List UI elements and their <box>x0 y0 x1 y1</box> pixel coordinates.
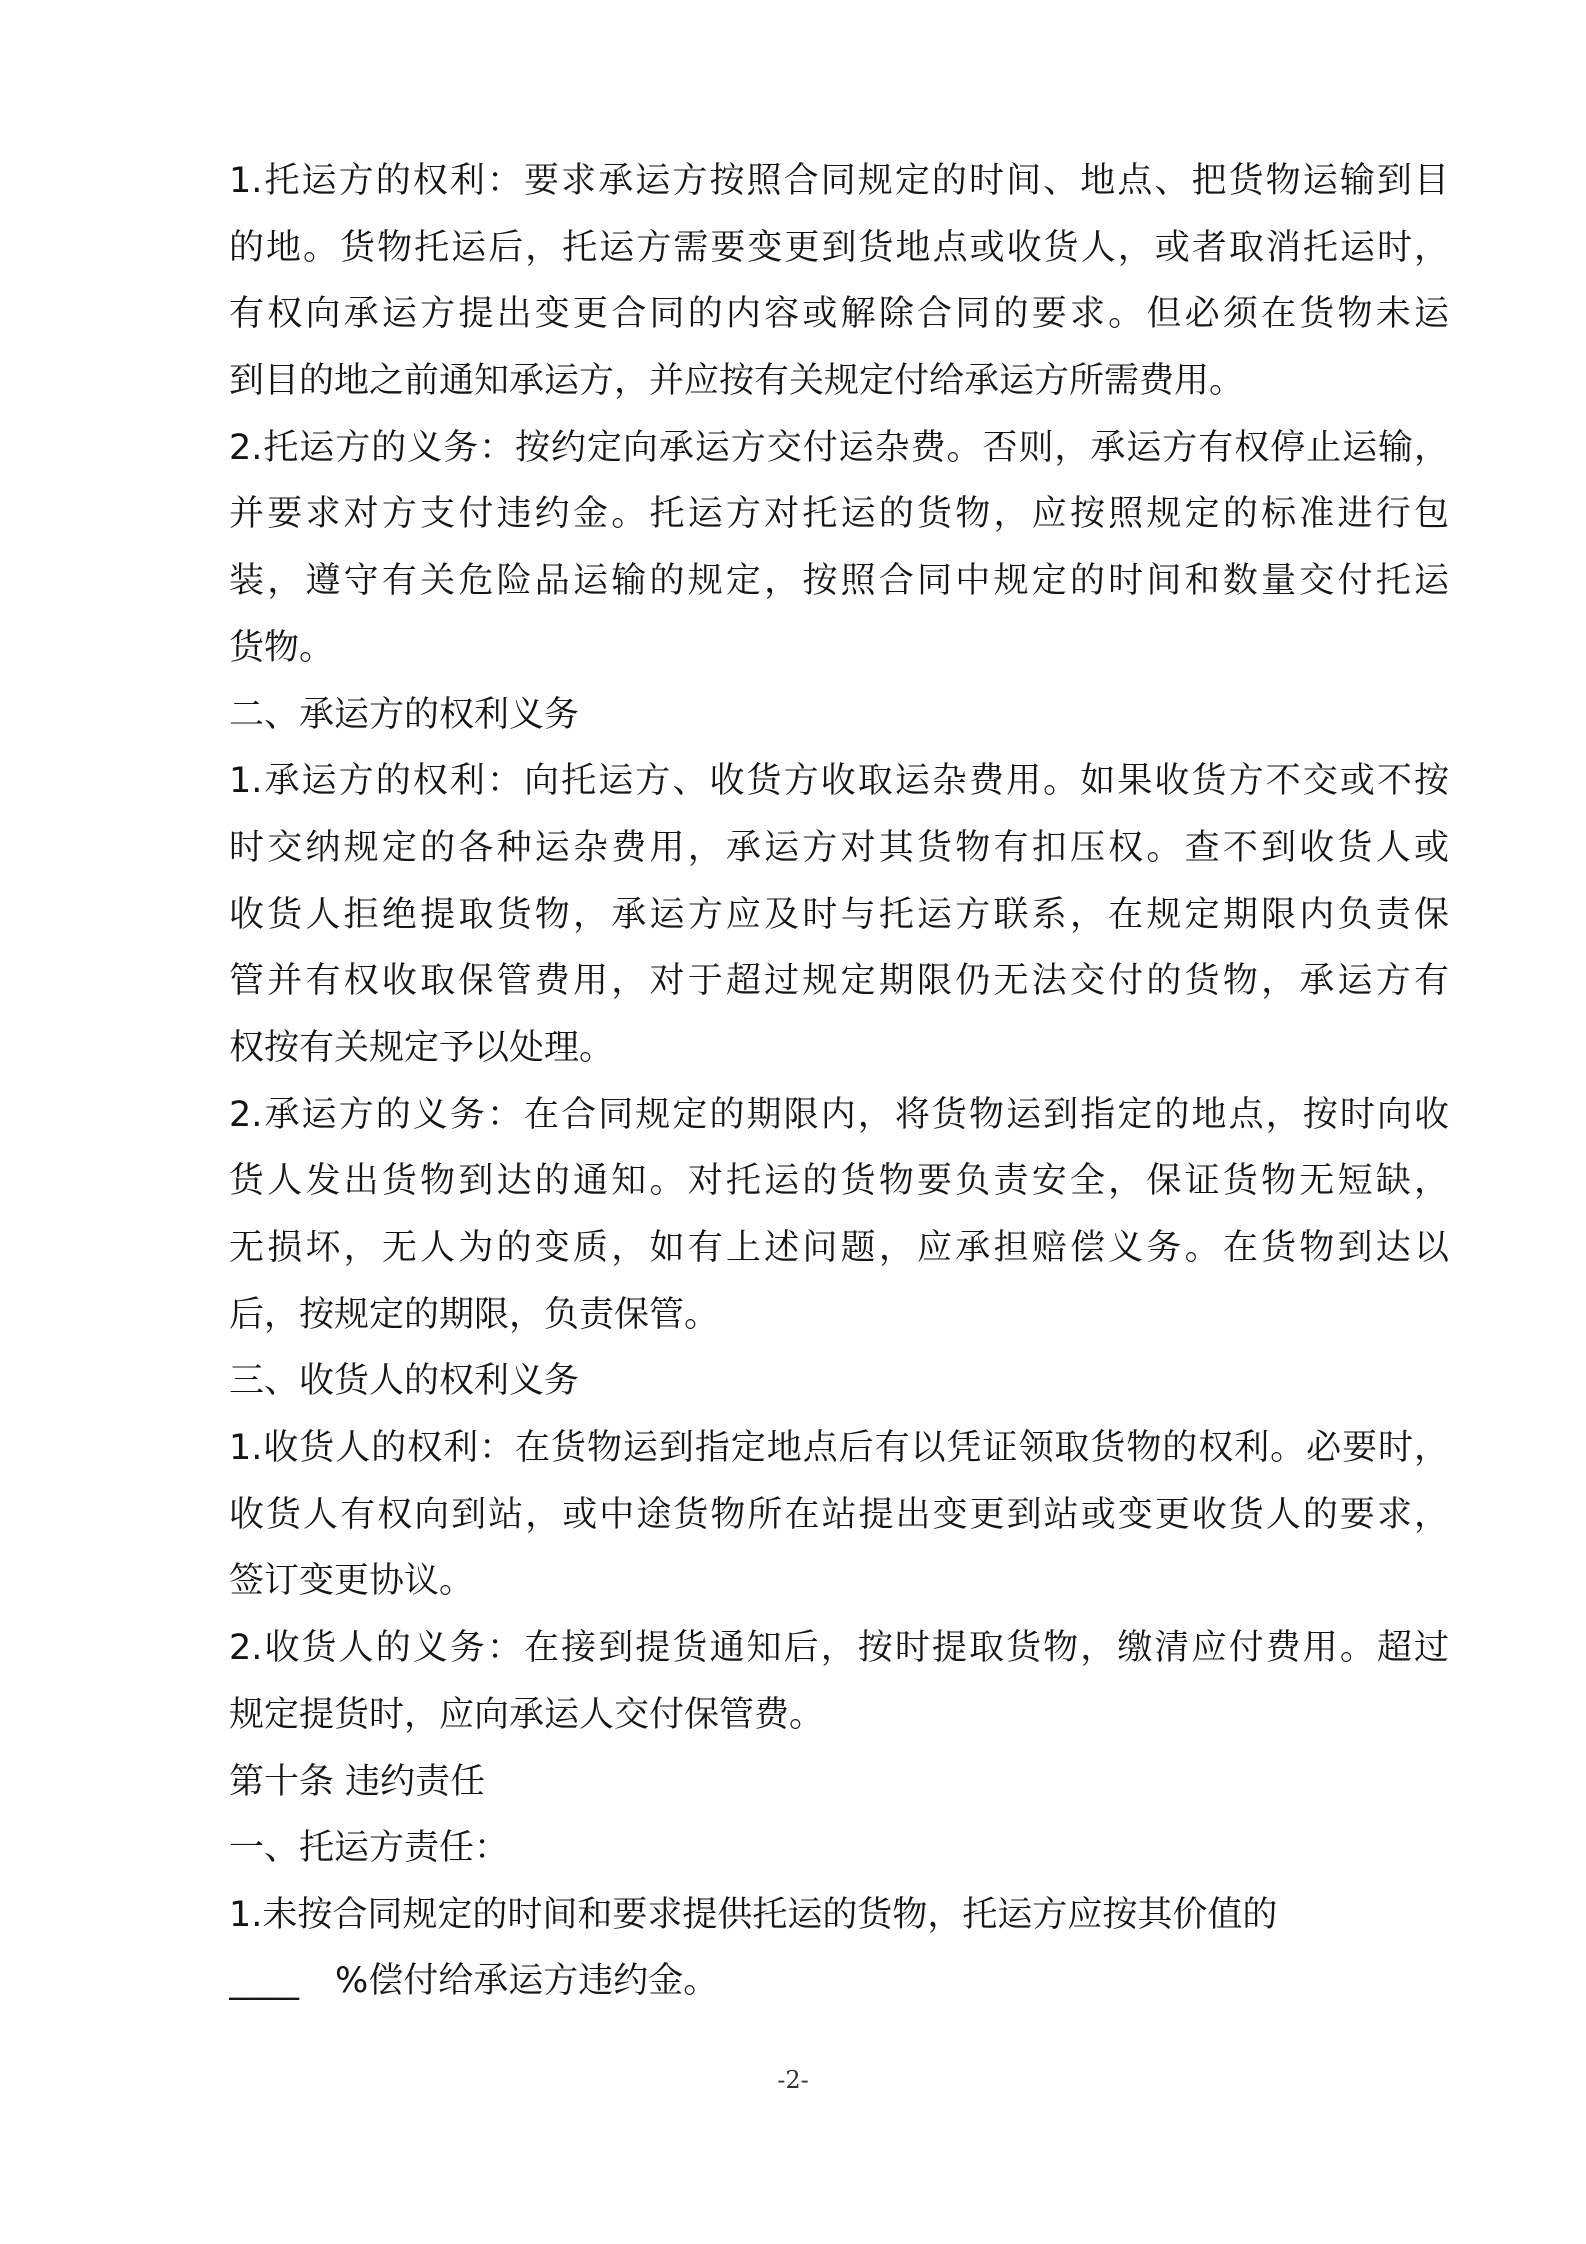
document-text-line: 二、承运方的权利义务 <box>229 694 580 735</box>
document-body <box>229 148 1449 1949</box>
page-number: -2- <box>777 2066 809 2094</box>
document-text-line: 装，遵守有关危险品运输的规定，按照合同中规定的时间和数量交付托运 <box>229 561 1449 602</box>
document-text-line: 并要求对方支付违约金。托运方对托运的货物，应按照规定的标准进行包 <box>229 494 1449 535</box>
document-text-line: 后，按规定的期限，负责保管。 <box>229 1294 720 1335</box>
document-text-line: 一、托运方责任： <box>229 1828 510 1869</box>
document-text-line: 到目的地之前通知承运方，并应按有关规定付给承运方所需费用。 <box>229 361 1245 402</box>
document-text-line: 无损坏，无人为的变质，如有上述问题，应承担赔偿义务。在货物到达以 <box>229 1228 1449 1268</box>
document-text-line: 1.收货人的权利：在货物运到指定地点后有以凭证领取货物的权利。必要时， <box>229 1428 1449 1469</box>
document-text-line: 货人发出货物到达的通知。对托运的货物要负责安全，保证货物无短缺， <box>229 1161 1449 1202</box>
document-text-line: 1.托运方的权利：要求承运方按照合同规定的时间、地点、把货物运输到目 <box>229 161 1449 201</box>
document-text-line: 规定提货时，应向承运人交付保管费。 <box>229 1694 825 1735</box>
document-text-line: 2.收货人的义务：在接到提货通知后，按时提取货物，缴清应付费用。超过 <box>229 1628 1449 1669</box>
document-text-line: 三、收货人的权利义务 <box>229 1361 580 1402</box>
document-text-line: 时交纳规定的各种运杂费用，承运方对其货物有扣压权。查不到收货人或 <box>229 827 1449 868</box>
document-text-line: 有权向承运方提出变更合同的内容或解除合同的要求。但必须在货物未运 <box>229 294 1449 335</box>
document-text-line: 签订变更协议。 <box>229 1561 475 1602</box>
penalty-clause-text: %偿付给承运方违约金。 <box>335 1961 719 2001</box>
document-text-line: 管并有权收取保管费用，对于超过规定期限仍无法交付的货物，承运方有 <box>229 961 1449 1002</box>
document-text-line: 1.未按合同规定的时间和要求提供托运的货物，托运方应按其价值的 <box>229 1894 1278 1935</box>
document-text-line: 第十条 违约责任 <box>229 1761 486 1802</box>
fill-in-blank: ____ <box>229 1961 299 2001</box>
document-text-line: 货物。 <box>229 627 335 668</box>
document-text-line: 权按有关规定予以处理。 <box>229 1027 615 1068</box>
document-text-line: 收货人有权向到站，或中途货物所在站提出变更到站或变更收货人的要求， <box>229 1494 1449 1535</box>
document-text-line: 1.承运方的权利：向托运方、收货方收取运杂费用。如果收货方不交或不按 <box>229 761 1449 802</box>
document-text-line: 收货人拒绝提取货物，承运方应及时与托运方联系，在规定期限内负责保 <box>229 894 1449 935</box>
penalty-percentage-line <box>229 1948 718 2015</box>
document-text-line: 2.承运方的义务：在合同规定的期限内，将货物运到指定的地点，按时向收 <box>229 1094 1449 1135</box>
document-text-line: 的地。货物托运后，托运方需要变更到货地点或收货人，或者取消托运时， <box>229 227 1449 268</box>
document-text-line: 2.托运方的义务：按约定向承运方交付运杂费。否则，承运方有权停止运输， <box>229 427 1449 468</box>
